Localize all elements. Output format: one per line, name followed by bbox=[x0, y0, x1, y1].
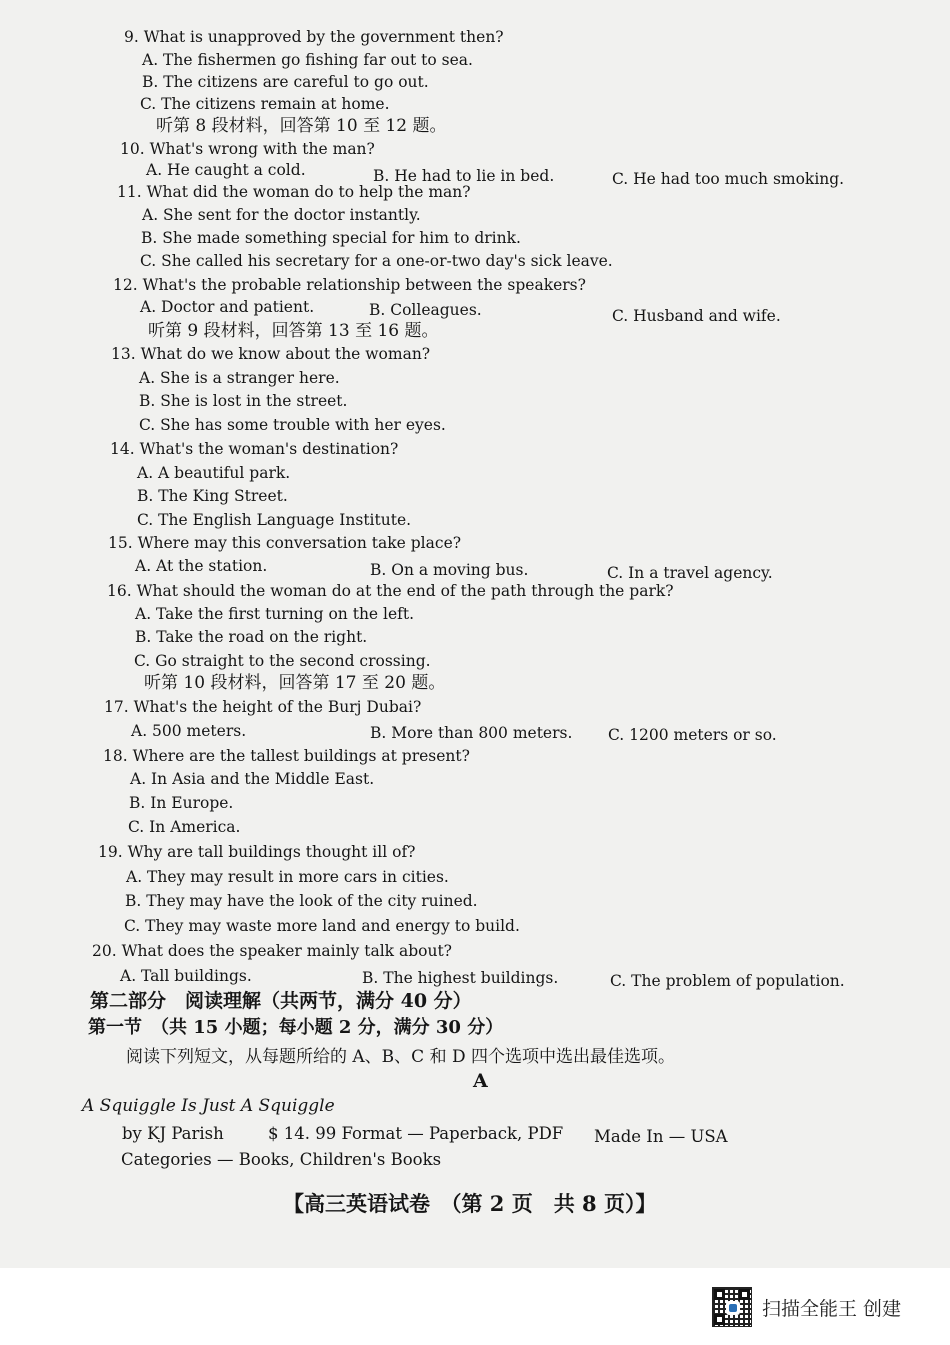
question-19-option-b: B. They may have the look of the city ruined. bbox=[125, 892, 478, 910]
question-17-option-c: C. 1200 meters or so. bbox=[608, 726, 777, 744]
question-18-option-c: C. In America. bbox=[128, 818, 241, 836]
question-9-option-c: C. The citizens remain at home. bbox=[140, 95, 390, 113]
question-12-option-a: A. Doctor and patient. bbox=[140, 298, 315, 316]
question-14: 14. What's the woman's destination? bbox=[110, 440, 399, 458]
question-16-option-c: C. Go straight to the second crossing. bbox=[134, 652, 431, 670]
question-13-option-a: A. She is a stranger here. bbox=[139, 369, 340, 387]
question-12-option-b: B. Colleagues. bbox=[369, 301, 482, 319]
question-12: 12. What's the probable relationship between the speakers? bbox=[113, 276, 586, 294]
book-price-format: $ 14. 99 Format — Paperback, PDF bbox=[268, 1124, 564, 1143]
question-10-option-b: B. He had to lie in bed. bbox=[373, 167, 555, 185]
question-19-option-a: A. They may result in more cars in cities. bbox=[126, 868, 449, 886]
question-15: 15. Where may this conversation take place? bbox=[108, 534, 462, 552]
scanner-watermark bbox=[712, 1287, 901, 1327]
reading-instruction: 阅读下列短文，从每题所给的 A、B、C 和 D 四个选项中选出最佳选项。 bbox=[126, 1047, 676, 1067]
question-13-option-b: B. She is lost in the street. bbox=[139, 392, 348, 410]
part-two-heading: 第二部分 阅读理解（共两节，满分 40 分） bbox=[90, 990, 472, 1012]
qr-code-icon bbox=[712, 1287, 752, 1327]
material-9-instruction: 听第 9 段材料，回答第 13 至 16 题。 bbox=[148, 321, 439, 341]
question-14-option-b: B. The King Street. bbox=[137, 487, 288, 505]
question-17-option-a: A. 500 meters. bbox=[131, 722, 247, 740]
question-20-option-c: C. The problem of population. bbox=[610, 972, 845, 990]
material-8-instruction: 听第 8 段材料，回答第 10 至 12 题。 bbox=[156, 116, 447, 136]
book-categories: Categories — Books, Children's Books bbox=[121, 1150, 442, 1169]
question-18-option-b: B. In Europe. bbox=[129, 794, 234, 812]
question-20-option-b: B. The highest buildings. bbox=[362, 969, 559, 987]
question-16-option-b: B. Take the road on the right. bbox=[135, 628, 368, 646]
question-18: 18. Where are the tallest buildings at present? bbox=[103, 747, 470, 765]
question-17-option-b: B. More than 800 meters. bbox=[370, 724, 573, 742]
question-16: 16. What should the woman do at the end of the path through the park? bbox=[107, 582, 674, 600]
question-19-option-c: C. They may waste more land and energy to build. bbox=[124, 917, 520, 935]
section-one-heading: 第一节 （共 15 小题；每小题 2 分，满分 30 分） bbox=[88, 1017, 504, 1038]
book-origin: Made In — USA bbox=[594, 1127, 728, 1146]
question-18-option-a: A. In Asia and the Middle East. bbox=[130, 770, 375, 788]
question-10-option-c: C. He had too much smoking. bbox=[612, 170, 845, 188]
question-10-option-a: A. He caught a cold. bbox=[146, 161, 306, 179]
question-14-option-c: C. The English Language Institute. bbox=[137, 511, 412, 529]
question-9: 9. What is unapproved by the government then? bbox=[124, 28, 504, 46]
question-19: 19. Why are tall buildings thought ill of? bbox=[98, 843, 416, 861]
question-15-option-a: A. At the station. bbox=[135, 557, 268, 575]
question-17: 17. What's the height of the Burj Dubai? bbox=[104, 698, 422, 716]
question-15-option-c: C. In a travel agency. bbox=[607, 564, 773, 582]
question-12-option-c: C. Husband and wife. bbox=[612, 307, 781, 325]
page-footer: 【高三英语试卷 （第 2 页 共 8 页）】 bbox=[283, 1191, 657, 1216]
question-16-option-a: A. Take the first turning on the left. bbox=[135, 605, 415, 623]
passage-label: A bbox=[473, 1070, 488, 1092]
question-11-option-c: C. She called his secretary for a one-or-two day's sick leave. bbox=[140, 252, 613, 270]
question-20: 20. What does the speaker mainly talk about? bbox=[92, 942, 452, 960]
question-11-option-a: A. She sent for the doctor instantly. bbox=[142, 206, 421, 224]
question-10: 10. What's wrong with the man? bbox=[120, 140, 375, 158]
question-11-option-b: B. She made something special for him to drink. bbox=[141, 229, 521, 247]
question-13-option-c: C. She has some trouble with her eyes. bbox=[139, 416, 446, 434]
question-9-option-b: B. The citizens are careful to go out. bbox=[142, 73, 429, 91]
question-14-option-a: A. A beautiful park. bbox=[137, 464, 291, 482]
book-author: by KJ Parish bbox=[122, 1124, 224, 1143]
question-15-option-b: B. On a moving bus. bbox=[370, 561, 529, 579]
watermark-text: 扫描全能王 创建 bbox=[762, 1297, 902, 1320]
question-9-option-a: A. The fishermen go fishing far out to sea. bbox=[142, 51, 473, 69]
book-title: A Squiggle Is Just A Squiggle bbox=[82, 1096, 335, 1116]
question-20-option-a: A. Tall buildings. bbox=[120, 967, 252, 985]
question-13: 13. What do we know about the woman? bbox=[111, 345, 431, 363]
material-10-instruction: 听第 10 段材料，回答第 17 至 20 题。 bbox=[144, 673, 446, 693]
question-11: 11. What did the woman do to help the man? bbox=[117, 183, 471, 201]
